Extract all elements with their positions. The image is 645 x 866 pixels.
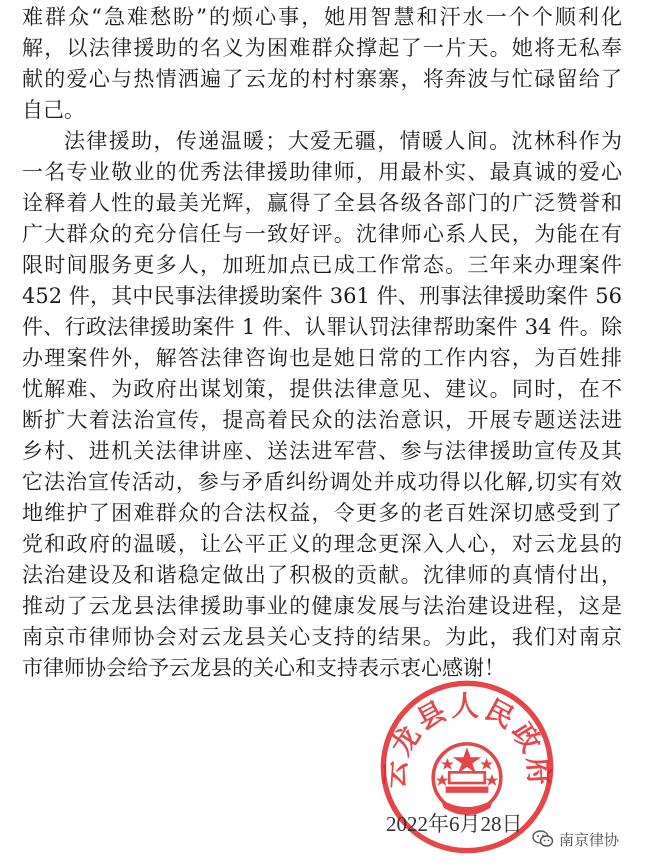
text-line: 件、行政法律援助案件 1 件、认罪认罚法律帮助案件 34 件。除: [22, 315, 622, 339]
svg-text:云龙县人民政府: 云龙县人民政府: [378, 689, 556, 790]
wechat-icon: [532, 829, 554, 849]
text-line: 忧解难、为政府出谋划策，提供法律意见、建议。同时，在不: [22, 377, 622, 401]
text-line: 办理案件外，解答法律咨询也是她日常的工作内容，为百姓排: [22, 346, 622, 370]
text-line: 地维护了困难群众的合法权益，令更多的老百姓深切感受到了: [22, 501, 622, 525]
text-line: 法治建设及和谐稳定做出了积极的贡献。沈律师的真情付出，: [22, 563, 622, 587]
text-line: 一名专业敬业的优秀法律援助律师，用最朴实、最真诚的爱心: [22, 160, 622, 184]
text-line: 推动了云龙县法律援助事业的健康发展与法治建设进程，这是: [22, 594, 622, 618]
account-watermark: [532, 826, 619, 852]
text-line: 限时间服务更多人，加班加点已成工作常态。三年来办理案件: [22, 253, 622, 277]
text-line: 断扩大着法治宣传，提高着民众的法治意识，开展专题送法进: [22, 408, 622, 432]
text-line: 党和政府的温暖，让公平正义的理念更深入人心，对云龙县的: [22, 532, 622, 556]
text-line: 广大群众的充分信任与一致好评。沈律师心系人民，为能在有: [22, 222, 622, 246]
watermark-label: 南京律协: [559, 830, 620, 849]
letter-body: [22, 2, 622, 684]
text-line: 452 件，其中民事法律援助案件 361 件、刑事法律援助案件 56: [22, 284, 622, 308]
text-line: 难群众“急难愁盼”的烦心事，她用智慧和汗水一个个顺利化: [22, 5, 622, 29]
text-line: 市律师协会给予云龙县的关心和支持表示衷心感谢！: [22, 656, 505, 680]
text-line: 南京市律师协会对云龙县关心支持的结果。为此，我们对南京: [22, 625, 622, 649]
text-line: 乡村、进机关法律讲座、送法进军营、参与法律援助宣传及其: [22, 439, 622, 463]
text-line: 自己。: [22, 98, 85, 122]
text-line: 它法治宣传活动，参与矛盾纠纷调处并成功得以化解,切实有效: [22, 470, 622, 494]
text-line: 诠释着人性的最美光辉，赢得了全县各级各部门的广泛赞誉和: [22, 191, 622, 215]
paragraph-start-line: 法律援助，传递温暖；大爱无疆，情暖人间。沈林科作为: [64, 129, 622, 153]
text-line: 解，以法律援助的名义为困难群众撑起了一片天。她将无私奉: [22, 36, 622, 60]
text-line: 献的爱心与热情洒遍了云龙的村村寨寨，将奔波与忙碌留给了: [22, 67, 622, 91]
signature-date: 2022年6月28日: [386, 812, 523, 836]
